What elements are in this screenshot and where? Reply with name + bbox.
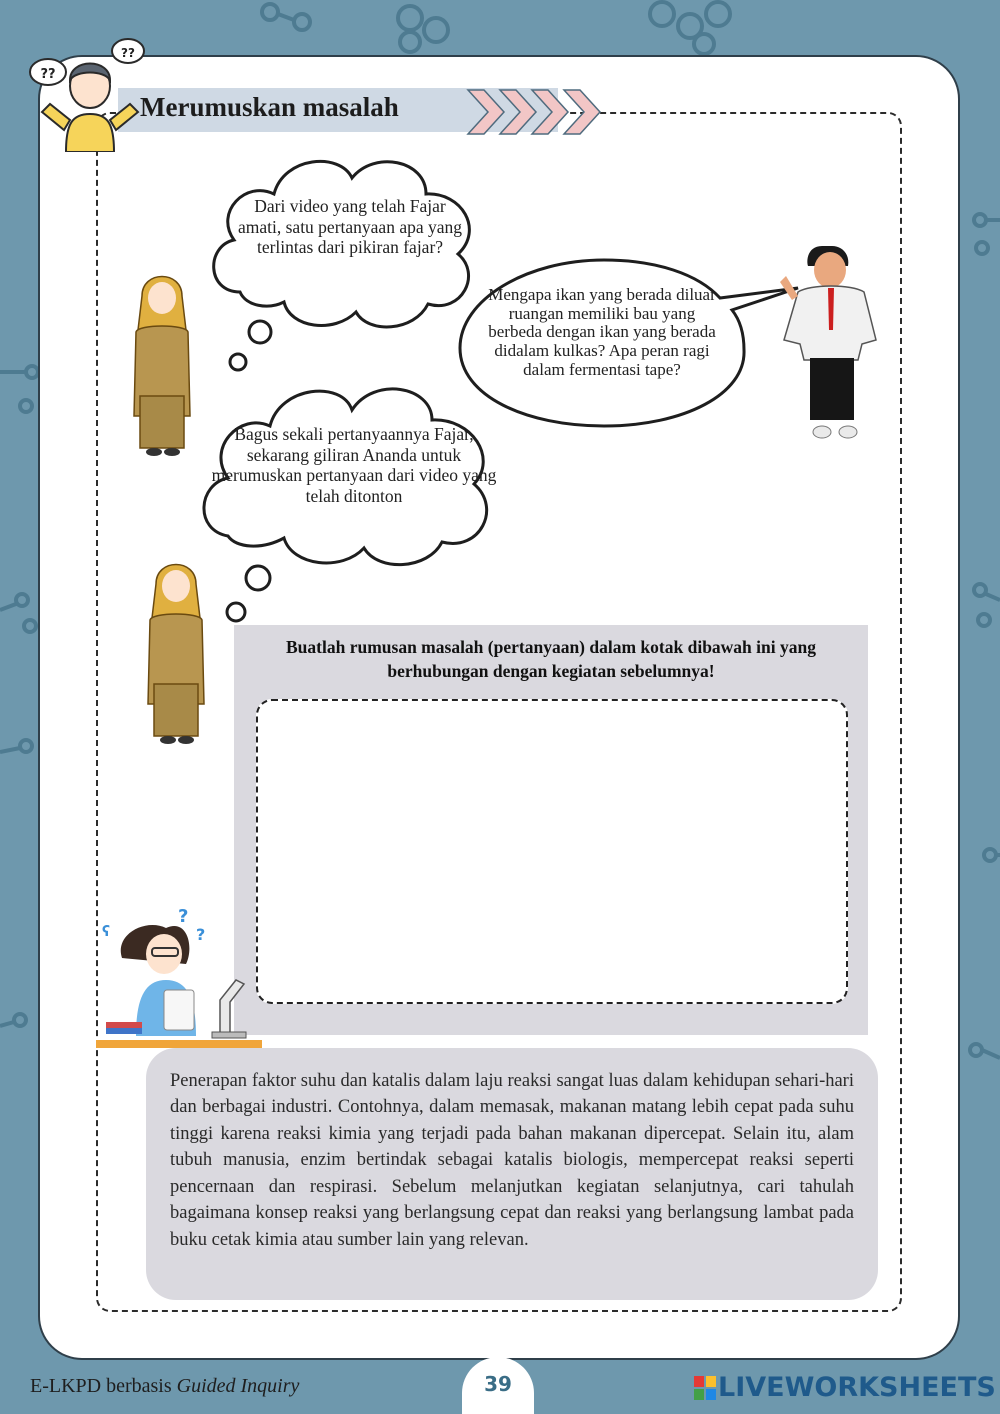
svg-text:?: ? (196, 925, 206, 944)
scientist-icon (770, 240, 880, 446)
molecule-decoration-icon (0, 360, 40, 1060)
footer-italic: Guided Inquiry (176, 1375, 300, 1397)
info-paragraph: Penerapan faktor suhu dan katalis dalam laju reaksi sangat luas dalam kehidupan sehari-hari dan berbagai industri. Contohnya, dalam memasak, makanan matang lebih cepat pada suhu tinggi karena reaksi kimia yang terjadi pada bahan makanan dipercepat. Selain itu, alam tubuh manusia, enzim bertindak sebagai katalis biologis, mempercepat reaksi seperti pencernaan dan respirasi. Sebelum melanjutkan kegiatan selanjutnya, cari tahulah bagaimana konsep reaksi yang berlangsung cepat dan reaksi yang berlangsung lambat pada buku cetak kimia atau sumber lain yang relevan. (170, 1071, 854, 1250)
liveworksheets-brand[interactable]: LIVEWORKSHEETS (718, 1372, 996, 1403)
confused-boy-icon (24, 34, 154, 152)
chevron-arrows-icon (466, 86, 602, 138)
teacher-icon (142, 554, 210, 750)
svg-text:?: ? (178, 906, 189, 927)
footer-prefix: E-LKPD berbasis (30, 1375, 172, 1397)
task-instruction: Buatlah rumusan masalah (pertanyaan) dalam kotak dibawah ini yang berhubungan dengan kegiatan sebelumnya! (286, 637, 816, 681)
thinking-student-icon (96, 904, 266, 1052)
page-title: Merumuskan masalah (140, 92, 399, 122)
page-number: 39 (484, 1372, 512, 1396)
bubble-question-prompt: Dari video yang telah Fajar amati, satu pertanyaan apa yang terlintas dari pikiran fajar? (238, 196, 462, 258)
molecule-decoration-icon (250, 0, 770, 60)
svg-text:??: ?? (121, 46, 135, 60)
molecule-decoration-icon (960, 200, 1000, 1100)
thought-bubble-shape (200, 142, 490, 374)
liveworksheets-logo-icon (694, 1376, 716, 1400)
teacher-icon (128, 266, 196, 462)
svg-text:ʕ: ʕ (102, 924, 111, 940)
info-box (146, 1048, 878, 1300)
bubble-fajar-question: Mengapa ikan yang berada diluar ruangan memiliki bau yang berbeda dengan ikan yang berada didalam kulkas? Apa peran ragi dalam fermentasi tape? (488, 285, 716, 379)
answer-input-box[interactable] (256, 699, 848, 1004)
bubble-praise: Bagus sekali pertanyaannya Fajar, sekarang giliran Ananda untuk merumuskan pertanyaan dari video yang telah ditonton (211, 424, 497, 506)
svg-text:??: ?? (40, 67, 56, 82)
footer-caption (30, 1375, 299, 1398)
